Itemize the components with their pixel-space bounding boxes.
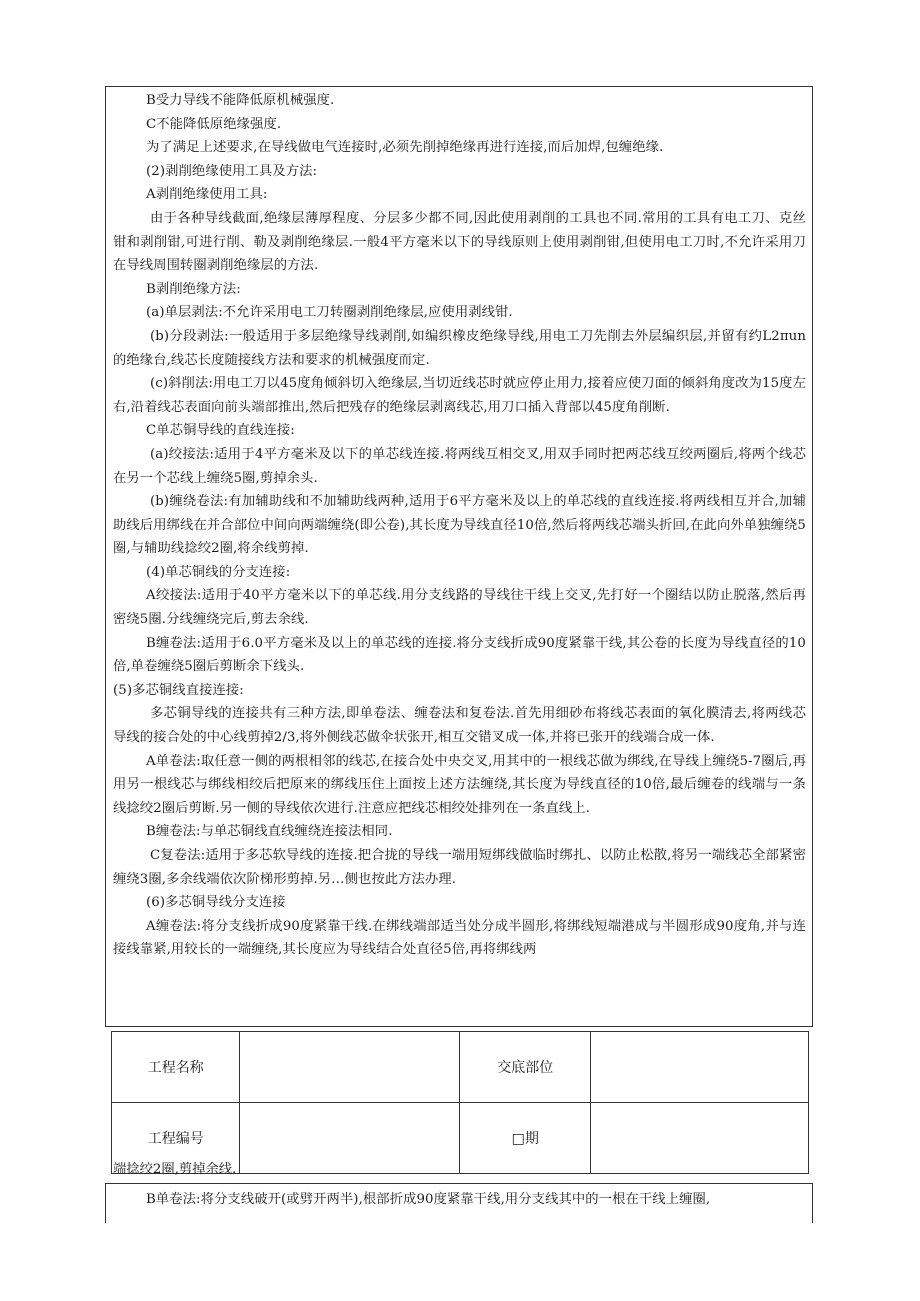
handover-part-value	[590, 1032, 808, 1103]
project-name-label: 工程名称	[112, 1032, 240, 1103]
handover-part-label: 交底部位	[460, 1032, 590, 1103]
paragraph: (6)多芯铜导线分支连接	[146, 895, 286, 911]
paragraph: A绞接法:适用于40平方毫米以下的单芯线.用分支线路的导线往干线上交叉,先打好一个圈结以防止脱落,然后再密绕5圈.分线缠绕完后,剪去余线.	[113, 588, 806, 628]
paragraph: (b)缠绕卷法:有加辅助线和不加辅助线两种,适用于6平方毫米及以上的单芯线的直线连接.将两线相互并合,加辅助线后用绑线在并合部位中间向两端缠绕(即公卷),其长度为导线直径10倍,然后将两线芯端头折回,在此向外单独缠绕5圈,与辅助线捻绞2圈,将余线剪掉.	[113, 494, 806, 557]
paragraph: (a)单层剥法:不允许采用电工刀转圈剥削绝缘层,应使用剥线钳.	[146, 305, 513, 321]
paragraph: (2)剥削绝缘使用工具及方法:	[146, 163, 318, 179]
paragraph: (c)斜削法:用电工刀以45度角倾斜切入绝缘层,当切近线芯时就应停止用力,接着应使刀面的倾斜角度改为15度左右,沿着线芯表面向前头端部推出,然后把残存的绝缘层剥离线芯,用刀口插入背部以45度角削断.	[113, 376, 806, 415]
paragraph: (5)多芯铜线直接连接:	[113, 682, 244, 698]
paragraph: C单芯铜导线的直线连接:	[146, 423, 295, 439]
paragraph: B缠卷法:适用于6.0平方毫米及以上的单芯线的连接.将分支线折成90度紧靠干线,其公卷的长度为导线直径的10倍,单卷缠绕5圈后剪断余下线头.	[113, 635, 806, 675]
content-box	[105, 86, 813, 1027]
paragraph: 由于各种导线截面,绝缘层薄厚程度、分层多少都不同,因此使用剥削的工具也不同.常用的工具有电工刀、克丝钳和剥削钳,可进行削、勒及剥削绝缘层.一般4平方毫米以下的导线原则上使用剥削钳,但使用电工刀时,不允许采用刀在导线周围转圈剥削绝缘层的方法.	[113, 210, 806, 274]
project-info-table	[111, 1031, 809, 1174]
paragraph: (b)分段剥法:一般适用于多层绝缘导线剥削,如编织橡皮绝缘导线,用电工刀先削去外层编织层,并留有约L2πun的绝缘台,线芯长度随接线方法和要求的机械强度而定.	[113, 328, 806, 368]
paragraph: 多芯铜导线的连接共有三种方法,即单卷法、缠卷法和复卷法.首先用细砂布将线芯表面的氧化膜清去,将两线芯导线的接合处的中心线剪掉2/3,将外侧线芯做伞状张开,相互交错叉成一体,并将已张开的线端合成一体.	[113, 706, 806, 746]
paragraph: B单卷法:将分支线破开(或劈开两半),根部折成90度紧靠干线,用分支线其中的一根在干线上缠圈,	[146, 1192, 711, 1207]
continuation-text: 端捻绞2圈,剪掉余线.	[113, 1162, 237, 1177]
project-no-value	[240, 1103, 460, 1174]
paragraph: C复卷法:适用于多芯软导线的连接.把合拢的导线一端用短绑线做临时绑扎、以防止松散,将另一端线芯全部紧密缠绕3圈,多余线端依次阶梯形剪掉.另…侧也按此方法办理.	[113, 848, 806, 887]
date-value	[590, 1103, 808, 1174]
paragraph: (4)单芯铜线的分支连接:	[146, 564, 291, 580]
paragraph: B缠卷法:与单芯铜线直线缠绕连接法相同.	[146, 824, 393, 840]
date-label: □期	[460, 1103, 590, 1174]
paragraph: A单卷法:取任意一侧的两根相邻的线芯,在接合处中央交叉,用其中的一根线芯做为绑线,在导线上缠绕5-7圈后,再用另一根线芯与绑线相绞后把原来的绑线压住上面按上述方法缠绕,其长度为导线直径的10倍,最后缠卷的线端与一条线捻绞2圈后剪断.另一侧的导线依次进行.注意应把线芯相绞处排列在一条直线上.	[113, 753, 806, 816]
paragraph-list	[113, 89, 806, 962]
paragraph: C不能降低原绝缘强度.	[146, 116, 282, 132]
project-no-label: 工程编号	[112, 1103, 240, 1174]
paragraph: B剥削绝缘方法:	[146, 281, 241, 297]
table-row	[112, 1032, 809, 1103]
next-content-box	[105, 1183, 813, 1223]
paragraph: A剥削绝缘使用工具:	[146, 187, 268, 203]
paragraph: (a)绞接法:适用于4平方毫米及以下的单芯线连接.将两线互相交叉,用双手同时把两芯线互绞两圈后,将两个线芯在另一个芯线上缠绕5圈,剪掉余头.	[113, 446, 806, 486]
paragraph: 为了满足上述要求,在导线做电气连接时,必须先削掉绝缘再进行连接,而后加焊,包缠绝缘.	[146, 140, 664, 156]
paragraph: A缠卷法:将分支线折成90度紧靠干线.在绑线端部适当处分成半圆形,将绑线短端港成与半圆形成90度角,并与连接线靠紧,用较长的一端缠绕,其长度应为导线结合处直径5倍,再将绑线两	[113, 918, 806, 958]
paragraph: B受力导线不能降低原机械强度.	[146, 93, 335, 108]
project-name-value	[240, 1032, 460, 1103]
